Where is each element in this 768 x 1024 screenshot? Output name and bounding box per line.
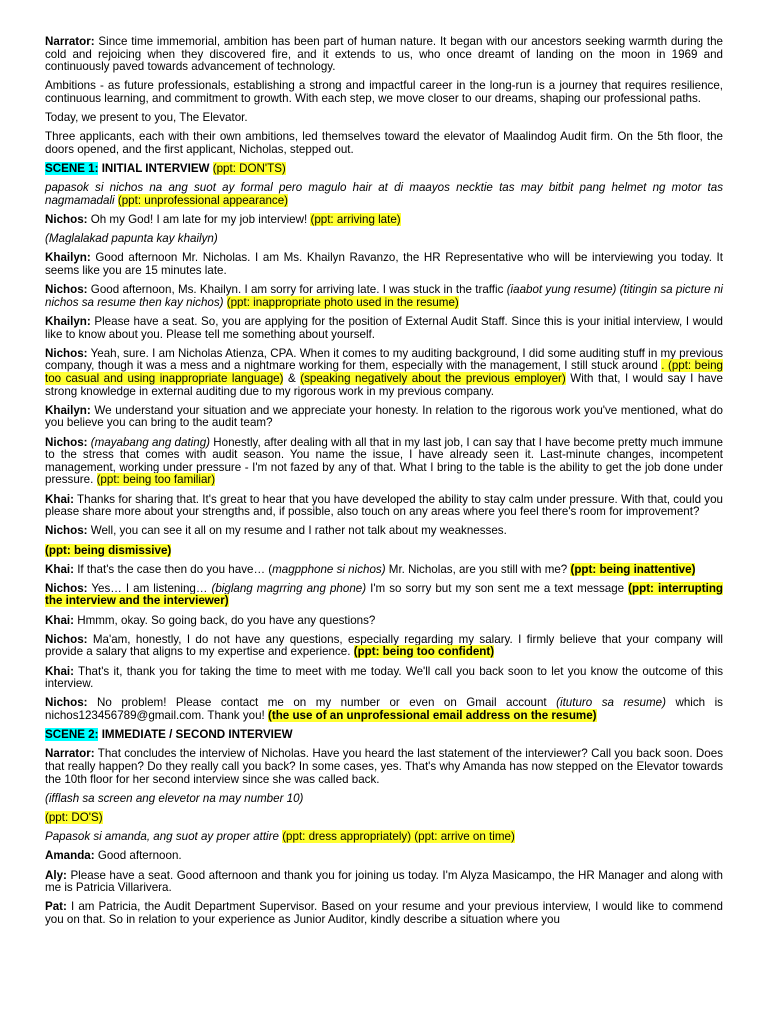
dialogue-text: Thanks for sharing that. It's great to hear that you have developed the ability to stay calm under pressure. With that, could you please share more about your strengths and, if possible, also touch on any areas where you feel there's room for improvement?	[45, 492, 723, 519]
script-paragraph	[45, 131, 723, 156]
ppt-note: (ppt: being inattentive)	[570, 562, 696, 576]
dialogue-text: Good afternoon.	[94, 849, 182, 863]
script-paragraph	[45, 348, 723, 398]
speaker-label: Khai:	[45, 562, 74, 576]
script-paragraph	[45, 634, 723, 659]
script-paragraph	[45, 850, 723, 863]
script-paragraph	[45, 666, 723, 691]
dialogue-text: Ambitions - as future professionals, establishing a strong and impactful career in the long-run is a journey that requires resilience, continuous learning, and commitment to growth. With each step, we move closer to our dreams, shaping our professional paths.	[45, 79, 723, 105]
speaker-label: Nichos:	[45, 696, 88, 710]
stage-direction: (biglang magrring ang phone)	[211, 581, 367, 595]
script-paragraph	[45, 405, 723, 430]
dialogue-text: Yes… I am listening…	[87, 581, 212, 595]
dialogue-text: Please have a seat. Good afternoon and thank you for joining us today. I'm Alyza Masicampo, the HR Manager and along with me is Patricia Villarivera.	[45, 868, 723, 895]
script-paragraph	[45, 36, 723, 74]
dialogue-text: Ma'am, honestly, I do not have any questions, especially regarding my salary. I firmly believe that your company will provide a salary that aligns to my expertise and experience.	[45, 632, 723, 659]
script-paragraph	[45, 564, 723, 577]
dialogue-text: which is nichos123456789@gmail.com. Thank you!	[45, 696, 723, 722]
dialogue-text: Oh my God! I am late for my job interview!	[87, 213, 311, 227]
document-page	[45, 36, 723, 933]
dialogue-text: Good afternoon Mr. Nicholas. I am Ms. Khailyn Ravanzo, the HR Representative who will be interviewing you today. It seems like you are 15 minutes late.	[45, 251, 723, 278]
dialogue-text: Today, we present to you, The Elevator.	[45, 111, 248, 125]
stage-direction: (iaabot yung resume) (titingin sa picture ni nichos sa resume then kay nichos)	[45, 283, 723, 309]
speaker-label: Aly:	[45, 868, 67, 882]
script-paragraph	[45, 214, 723, 227]
ppt-note: (ppt: interrupting the interview and the interviewer)	[45, 581, 724, 608]
script-paragraph	[45, 831, 723, 844]
speaker-label: Narrator:	[45, 747, 95, 761]
dialogue-text: That's it, thank you for taking the time to meet with me today. We'll call you back soon to let you know the outcome of this interview.	[45, 664, 723, 691]
dialogue-text: Well, you can see it all on my resume and I rather not talk about my weaknesses.	[87, 524, 507, 538]
ppt-note: (ppt: DO'S)	[45, 810, 103, 824]
ppt-note: (the use of an unprofessional email address on the resume)	[267, 709, 597, 722]
dialogue-text: Three applicants, each with their own ambitions, led themselves toward the elevator of Maalindog Audit firm. On the 5th floor, the doors opened, and the first applicant, Nicholas, stepped out.	[45, 130, 723, 156]
script-paragraph	[45, 182, 723, 207]
scene-label: SCENE 2:	[45, 728, 99, 742]
ppt-note: (ppt: being too confident)	[353, 645, 495, 659]
speaker-label: Nichos:	[45, 283, 88, 297]
speaker-label: Nichos:	[45, 581, 88, 595]
dialogue-text: I'm so sorry but my son sent me a text message	[366, 581, 629, 595]
stage-direction: (ituturo sa resume)	[556, 696, 666, 710]
speaker-label: Khai:	[45, 664, 74, 678]
speaker-label: Narrator:	[45, 35, 95, 48]
ppt-note: (ppt: inappropriate photo used in the resume)	[226, 295, 459, 309]
script-paragraph	[45, 545, 723, 558]
speaker-label: Khailyn:	[45, 315, 91, 329]
speaker-label: IMMEDIATE / SECOND INTERVIEW	[98, 728, 293, 742]
speaker-label: Khai:	[45, 613, 74, 627]
script-paragraph	[45, 525, 723, 538]
script-paragraph	[45, 901, 723, 926]
ppt-note: (ppt: being dismissive)	[45, 543, 172, 557]
speaker-label: Amanda:	[45, 849, 95, 863]
script-paragraph	[45, 284, 723, 309]
dialogue-text: No problem! Please contact me on my number or even on Gmail account	[87, 696, 557, 710]
ppt-note: (ppt: being too familiar)	[96, 473, 216, 487]
ppt-note: (ppt: DON'TS)	[212, 162, 286, 176]
dialogue-text: Hmmm, okay. So going back, do you have any questions?	[73, 613, 376, 627]
script-paragraph	[45, 112, 723, 125]
scene-label: SCENE 1:	[45, 162, 99, 176]
speaker-label: Nichos:	[45, 632, 88, 646]
stage-direction: (mayabang ang dating)	[90, 435, 211, 449]
script-paragraph	[45, 615, 723, 628]
dialogue-text: That concludes the interview of Nicholas. Have you heard the last statement of the interviewer? Call you back soon. Does that really happen? Do they really call you back? In some cases, yes. That's why Amanda has now stepped on the Elevator towards the 10th floor for her second interview since she was called back.	[45, 747, 723, 786]
dialogue-text: With that, I would say I have strong knowledge in external auditing due to my rigorous work in my previous company.	[45, 372, 723, 398]
speaker-label: Pat:	[45, 900, 67, 914]
stage-direction: (Maglalakad papunta kay khailyn)	[45, 232, 218, 246]
dialogue-text: Good afternoon, Ms. Khailyn. I am sorry for arriving late. I was stuck in the traffic	[87, 283, 507, 297]
speaker-label: Nichos:	[45, 346, 88, 360]
dialogue-text: We understand your situation and we appreciate your honesty. In relation to the rigorous work you've mentioned, what do you believe you can bring to the audit team?	[45, 403, 723, 430]
script-paragraph	[45, 729, 723, 742]
ppt-note: (speaking negatively about the previous employer)	[300, 372, 566, 385]
dialogue-text: Please have a seat. So, you are applying for the position of External Audit Staff. Since this is your initial interview, I would like to know about you. Please tell me something about yourself.	[45, 315, 723, 341]
speaker-label: Nichos:	[45, 524, 88, 538]
script-paragraph	[45, 233, 723, 246]
stage-direction: magpphone si nichos)	[272, 562, 386, 576]
script-paragraph	[45, 583, 723, 608]
stage-direction: Papasok si amanda, ang suot ay proper attire	[45, 830, 279, 844]
ppt-note: (ppt: dress appropriately) (ppt: arrive on time)	[282, 830, 515, 844]
script-paragraph	[45, 494, 723, 519]
script-paragraph	[45, 748, 723, 786]
script-paragraph	[45, 80, 723, 105]
ppt-note: (ppt: unprofessional appearance)	[117, 193, 288, 207]
script-paragraph	[45, 163, 723, 176]
speaker-label: Khailyn:	[45, 251, 91, 265]
dialogue-text: Mr. Nicholas, are you still with me?	[385, 562, 571, 576]
speaker-label: Khailyn:	[45, 403, 91, 417]
script-paragraph	[45, 316, 723, 341]
dialogue-text: Honestly, after dealing with all that in my last job, I can say that I have become pretty much immune to the stress that comes with audit season. You name the issue, I have already seen it. Last-minute changes, incompetent management, working under pressure - I'm not fazed by any of that. What I bring to the table is the ability to get the job done under pressure.	[45, 435, 723, 487]
dialogue-text: If that's the case then do you have… (	[73, 562, 273, 576]
speaker-label: Khai:	[45, 492, 74, 506]
script-paragraph	[45, 252, 723, 277]
speaker-label: Nichos:	[45, 435, 88, 449]
script-paragraph	[45, 812, 723, 825]
ppt-note: (ppt: arriving late)	[310, 213, 401, 227]
speaker-label: INITIAL INTERVIEW	[98, 162, 213, 176]
script-paragraph	[45, 793, 723, 806]
speaker-label: Nichos:	[45, 213, 88, 227]
dialogue-text: Yeah, sure. I am Nicholas Atienza, CPA. When it comes to my auditing background, I did some auditing stuff in my previous company, though it was a mess and a nightmare working for them, especially with the management, I still stuck around	[45, 346, 723, 373]
dialogue-text: Since time immemorial, ambition has been part of human nature. It began with our ancestors seeking warmth during the cold and rejoicing when they discovered fire, and it extends to us, who once dreamt of landing on the moon in 1969 and continuously paved towards advancement of technology.	[45, 35, 723, 74]
dialogue-text: I am Patricia, the Audit Department Supervisor. Based on your resume and your previous interview, I would like to commend you on that. So in relation to your experience as Junior Auditor, kindly describe a situation where you	[45, 900, 723, 926]
script-paragraph	[45, 697, 723, 722]
stage-direction: (ifflash sa screen ang elevetor na may number 10)	[45, 791, 304, 805]
stage-direction: papasok si nichos na ang suot ay formal pero magulo hair at di maayos necktie tas may bitbit pang helmet ng motor tas nagmamadali	[45, 181, 723, 207]
dialogue-text: &	[283, 372, 301, 385]
script-paragraph	[45, 437, 723, 487]
ppt-note: . (ppt: being too casual and using inappropriate language)	[45, 359, 723, 385]
script-paragraph	[45, 870, 723, 895]
